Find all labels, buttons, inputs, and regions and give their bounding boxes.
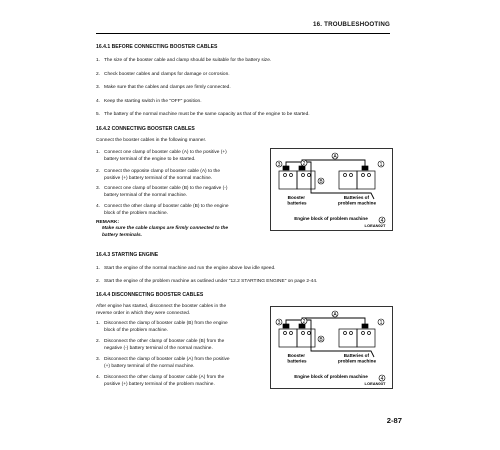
item-text: Connect the opposite clamp of booster cable (A) to the positive (+) battery terminal of the normal machine.	[104, 169, 220, 182]
callout-4: 4	[380, 217, 384, 224]
problem-battery-right	[357, 171, 375, 189]
item-text: Disconnect the clamp of booster cable (B) from the engine block of the problem machine.	[104, 321, 228, 334]
item-text: The size of the booster cable and clamp should be suitable for the battery size.	[104, 58, 272, 63]
item-text: Disconnect the clamp of booster cable (A) from the positive (+) battery terminal of the normal machine.	[104, 357, 230, 370]
problem-batteries-label	[338, 195, 376, 205]
item-number: 2.	[96, 72, 101, 77]
callout-2: 2	[302, 160, 306, 167]
engine-block-label: Engine block of problem machine	[294, 216, 368, 221]
figure-code: LOEAN02T	[364, 223, 386, 228]
engine-block-label: Engine block of problem machine	[294, 374, 368, 379]
figure-disconnecting-cables	[270, 306, 393, 389]
problem-batteries-text: Batteries of	[343, 353, 369, 358]
remark-title: REMARK:	[96, 220, 120, 225]
callout-3: 3	[277, 161, 281, 168]
booster-wiring-diagram-connect	[271, 149, 392, 230]
callout-2: 2	[302, 318, 306, 325]
problem-batteries-text: Batteries of	[343, 195, 369, 200]
booster-cable-a	[302, 318, 365, 324]
item-number: 1.	[96, 321, 101, 326]
item-number: 3.	[96, 186, 101, 191]
list-item	[96, 320, 266, 335]
problem-battery-left	[339, 171, 357, 189]
item-number: 1.	[96, 150, 101, 155]
item-text: Connect one clamp of booster cable (A) to the positive (+) battery terminal of the engine to be started.	[104, 150, 227, 163]
list-item	[96, 356, 266, 371]
figure-connecting-cables	[270, 148, 393, 231]
item-text: Connect one clamp of booster cable (B) to the negative (-) battery terminal of the normal machine.	[104, 186, 228, 199]
booster-battery-left	[279, 171, 297, 189]
callout-1: 1	[379, 161, 383, 168]
chapter-title: 16. TROUBLESHOOTING	[312, 21, 390, 28]
item-text: Keep the starting switch in the "OFF" position.	[104, 99, 202, 104]
booster-batteries-label	[287, 195, 307, 205]
booster-batteries-text: Booster	[287, 195, 306, 200]
page-header	[96, 21, 390, 34]
problem-batteries-drawing	[339, 166, 375, 189]
label-line: problem machine	[337, 200, 377, 206]
item-text: Check booster cables and clamps for damage or corrosion.	[104, 72, 230, 77]
item-number: 4.	[96, 204, 101, 209]
item-number: 5.	[96, 112, 101, 117]
page-number: 2-87	[386, 416, 402, 425]
item-number: 2.	[96, 279, 101, 284]
callout-circles	[276, 311, 385, 382]
callout-a: A	[333, 153, 337, 160]
disconnecting-intro: After engine has started, disconnect the booster cables in the reverse order in which they were connected.	[96, 304, 227, 316]
section-title-disconnecting: 16.4.4 DISCONNECTING BOOSTER CABLES	[96, 292, 204, 298]
list-item	[96, 374, 266, 389]
label-line: problem machine	[337, 358, 377, 364]
item-number: 4.	[96, 375, 101, 380]
list-item	[96, 203, 266, 218]
booster-battery-right	[297, 171, 315, 189]
list-item	[96, 84, 396, 91]
item-text: Start the engine of the normal machine and run the engine above low idle speed.	[104, 266, 276, 271]
item-text: Disconnect the other clamp of booster cable (B) from the negative (-) battery terminal of the normal machine.	[104, 339, 225, 352]
item-number: 3.	[96, 357, 101, 362]
list-item	[96, 265, 396, 272]
booster-battery-right	[297, 329, 315, 347]
booster-batteries-label	[287, 353, 307, 363]
section-title-before-connecting: 16.4.1 BEFORE CONNECTING BOOSTER CABLES	[96, 44, 218, 50]
label-line: batteries	[287, 200, 307, 206]
section-title-connecting: 16.4.2 CONNECTING BOOSTER CABLES	[96, 126, 195, 132]
item-text: Disconnect the other clamp of booster cable (A) from the positive (+) battery terminal of the problem machine.	[104, 375, 225, 388]
callout-b: B	[319, 178, 323, 185]
callout-circles	[276, 153, 385, 224]
item-number: 3.	[96, 85, 101, 90]
booster-batteries-drawing	[279, 166, 315, 189]
callout-b: B	[319, 336, 323, 343]
list-item	[96, 185, 266, 200]
list-item	[96, 168, 266, 183]
booster-batteries-text: Booster	[287, 353, 306, 358]
remark-text: Make sure the cable clamps are firmly connected to the battery terminals.	[102, 226, 229, 238]
problem-batteries-label	[338, 353, 376, 363]
figure-code: LOEAN03T	[364, 381, 386, 386]
list-item	[96, 111, 396, 118]
problem-battery-right	[357, 329, 375, 347]
list-item	[96, 278, 396, 285]
connecting-intro: Connect the booster cables in the following manner.	[96, 138, 207, 143]
item-text: Make sure that the cables and clamps are firmly connected.	[104, 85, 231, 90]
list-item	[96, 71, 396, 78]
item-number: 2.	[96, 339, 101, 344]
list-item	[96, 149, 266, 164]
item-number: 4.	[96, 99, 101, 104]
callout-3: 3	[277, 319, 281, 326]
list-item	[96, 338, 266, 353]
problem-batteries-drawing	[339, 324, 375, 347]
item-text: Start the engine of the problem machine as outlined under "12.2 STARTING ENGINE" on page 2-44.	[104, 279, 318, 284]
callout-a: A	[333, 311, 337, 318]
item-number: 1.	[96, 58, 101, 63]
callout-4: 4	[380, 375, 384, 382]
callout-1: 1	[379, 319, 383, 326]
item-number: 1.	[96, 266, 101, 271]
item-number: 2.	[96, 169, 101, 174]
problem-battery-left	[339, 329, 357, 347]
booster-battery-left	[279, 329, 297, 347]
list-item	[96, 98, 396, 105]
booster-batteries-drawing	[279, 324, 315, 347]
item-text: Connect the other clamp of booster cable (B) to the engine block of the problem machine.	[104, 204, 229, 217]
list-item	[96, 57, 396, 64]
item-text: The battery of the normal machine must be the same capacity as that of the engine to be started.	[104, 112, 310, 117]
booster-wiring-diagram-disconnect	[271, 307, 392, 388]
booster-cable-a	[302, 160, 365, 166]
label-line: batteries	[287, 358, 307, 364]
section-title-starting-engine: 16.4.3 STARTING ENGINE	[96, 252, 159, 258]
